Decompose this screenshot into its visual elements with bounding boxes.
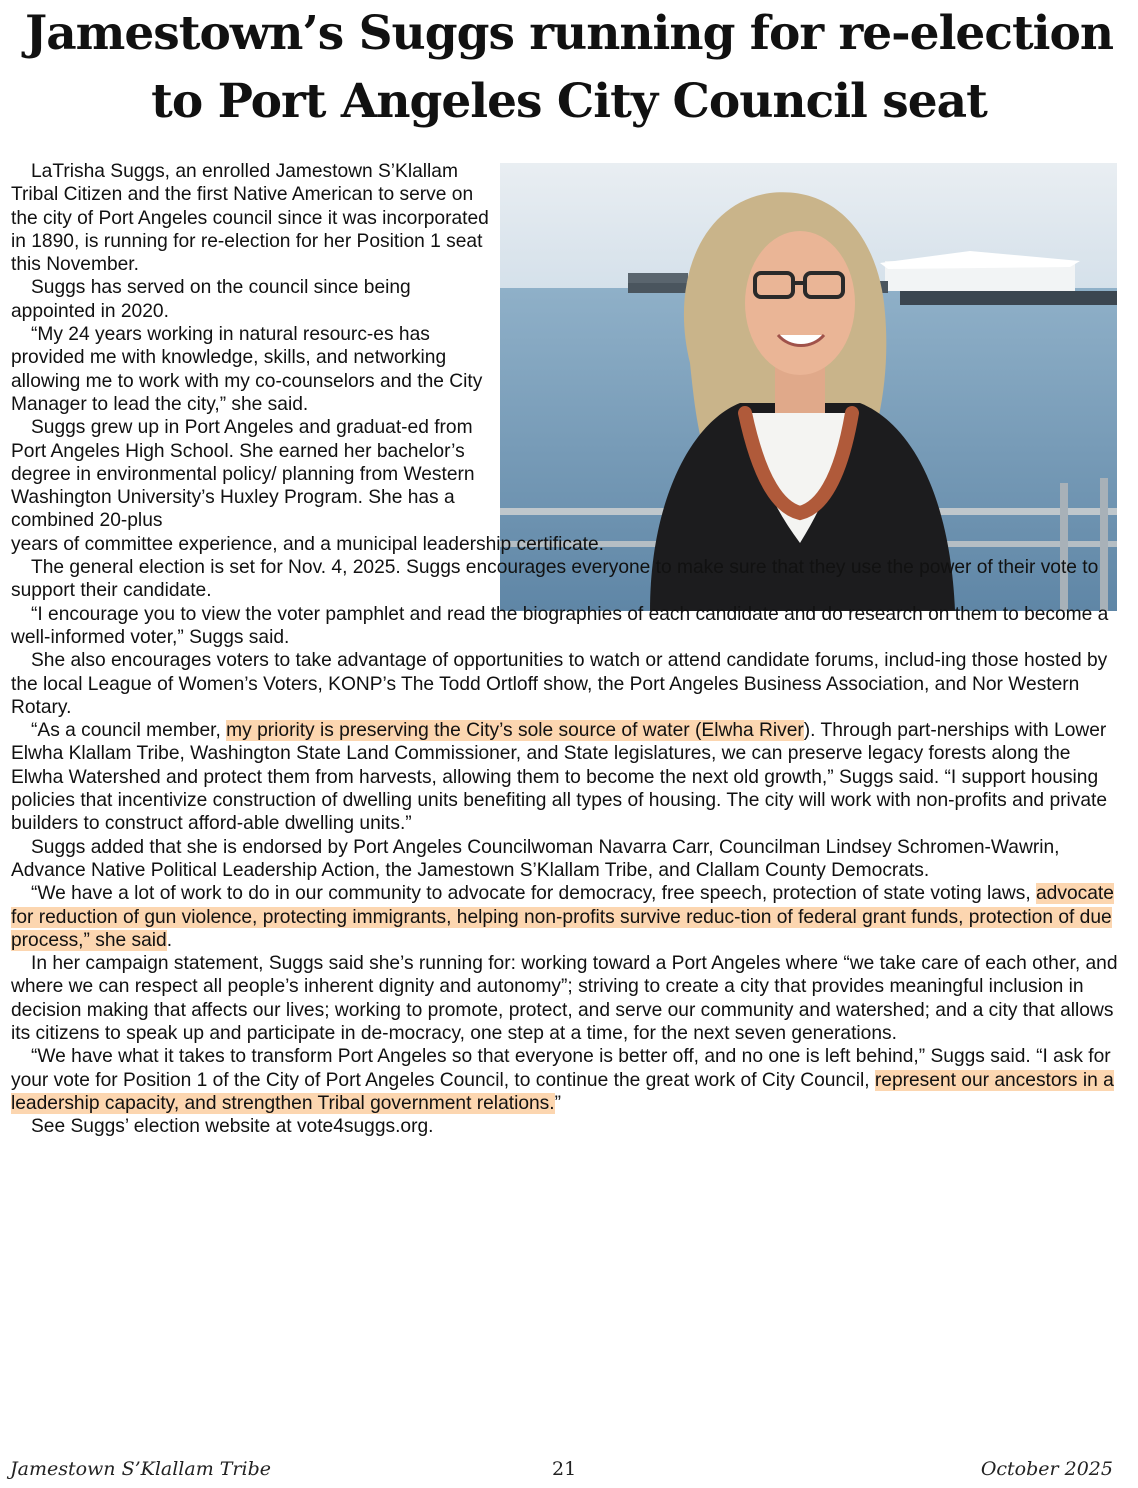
text-segment: “We have what it takes to transform Port Angeles so that everyone is better off, and no one is left behind,” Suggs said. “I ask for your vote for Position 1 of the City of Port Angeles Council, to continue the great work of City Council,	[11, 1046, 1111, 1091]
narrow-column	[11, 160, 491, 533]
footer-publication: Jamestown S’Klallam Tribe	[10, 1458, 271, 1480]
paragraph-campaign-statement: In her campaign statement, Suggs said she’s running for: working toward a Port Angeles where “we take care of each other, and where we can respect all people’s inherent dignity and autonomy”; striving to create a city that provides meaningful inclusion in decision making that affects our lives; working to promote, protect, and serve our community and watershed; and a city that allows its citizens to speak up and participate in de-mocracy, one step at a time, for the next seven generations.	[11, 953, 1118, 1044]
text-segment: ). Through part-nerships with Lower Elwha Klallam Tribe, Washington State Land Commissioner, and State legislatures, we can preserve legacy forests along the Elwha Watershed and protect them from harvests, allowing them to become the next old growth,” Suggs said. “I support housing policies that incentivize construction of dwelling units benefiting all types of housing. The city will work with non-profits and private builders to construct afford-able dwelling units.”	[11, 720, 1108, 835]
page-footer	[10, 1458, 1113, 1484]
paragraph-quote-experience: “My 24 years working in natural resourc-es has provided me with knowledge, skills, and networking allowing me to work with my co-counselors and the City Manager to lead the city,” she said.	[11, 324, 483, 415]
paragraph-appointed: Suggs has served on the council since being appointed in 2020.	[11, 277, 411, 322]
text-segment: “We have a lot of work to do in our community to advocate for democracy, free speech, protection of state voting laws,	[31, 883, 1031, 905]
paragraph-vote-request	[11, 1045, 1123, 1115]
paragraph-website: See Suggs’ election website at vote4suggs.org.	[31, 1116, 434, 1138]
highlighted-text: my priority is preserving the City’s sole source of water (Elwha River	[226, 720, 804, 742]
paragraph-forums: She also encourages voters to take advantage of opportunities to watch or attend candidate forums, includ-ing those hosted by the local League of Women’s Voters, KONP’s The Todd Ortloff show, the Port Angeles Business Association, and Nor Western Rotary.	[11, 650, 1108, 718]
text-segment: ”	[554, 1092, 561, 1114]
paragraph-voter-pamphlet: “I encourage you to view the voter pamphlet and read the biographies of each candidate and do research on them to become a well-informed voter,” Suggs said.	[11, 603, 1109, 648]
footer-page-number: 21	[552, 1458, 577, 1480]
text-segment: “As a council member,	[31, 720, 221, 742]
paragraph-election-date: The general election is set for Nov. 4, 2025. Suggs encourages everyone to make sure that they use the power of their vote to support their candidate.	[11, 557, 1099, 602]
paragraph-endorsements: Suggs added that she is endorsed by Port Angeles Councilwoman Navarra Carr, Councilman Lindsey Schromen-Wawrin, Advance Native Political Leadership Action, the Jamestown S’Klallam Tribe, and Clallam County Democrats.	[11, 836, 1060, 881]
paragraph-education-end: years of committee experience, and a municipal leadership certificate.	[11, 533, 604, 555]
paragraph-water-priority	[11, 719, 1123, 835]
highlighted-text: represent our ancestors in a leadership capacity, and strengthen Tribal government relations.	[11, 1069, 1114, 1114]
paragraph-community-work	[11, 882, 1123, 952]
paragraph-education-start: Suggs grew up in Port Angeles and graduat-ed from Port Angeles High School. She earned her bachelor’s degree in environmental policy/ planning from Western Washington University’s Huxley Program. She has a combined 20-plus	[11, 417, 475, 532]
text-segment: .	[166, 929, 173, 951]
footer-date: October 2025	[980, 1458, 1113, 1480]
headline: Jamestown’s Suggs running for re-election to Port Angeles City Council seat	[24, 6, 1114, 129]
highlighted-text: advocate for reduction of gun violence, protecting immigrants, helping non-profits survive reduc-tion of federal grant funds, protection of due process,” she said	[11, 883, 1114, 951]
paragraph-intro: LaTrisha Suggs, an enrolled Jamestown S’Klallam Tribal Citizen and the first Native American to serve on the city of Port Angeles council since it was incorporated in 1890, is running for re-election for her Position 1 seat this November.	[11, 161, 489, 276]
article-body	[11, 160, 1123, 1138]
